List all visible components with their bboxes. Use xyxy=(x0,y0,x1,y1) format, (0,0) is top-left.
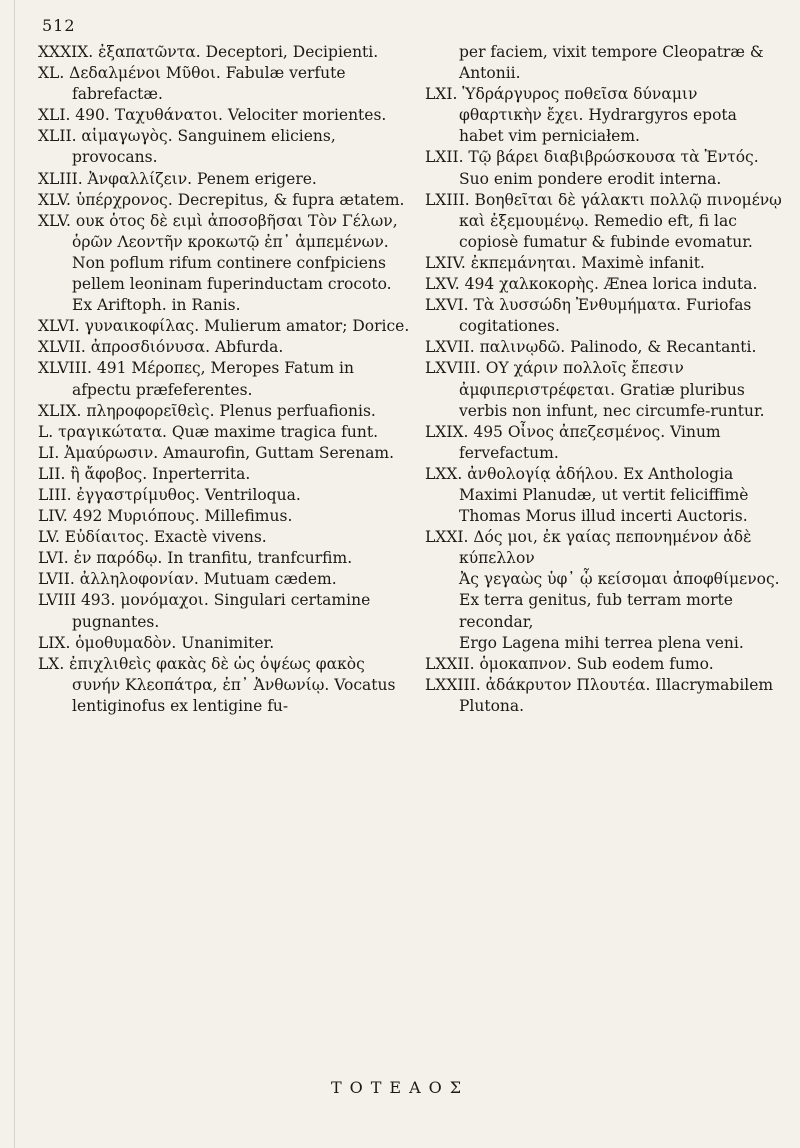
gloss-entry: LXXII. ὁμοκαπνον. Sub eodem fumo. xyxy=(425,654,714,673)
gloss-entry: XLVI. γυναικοφίλας. Mulierum amator; Dorice. xyxy=(38,317,410,336)
gloss-entry: XL. Δεδαλμένοι Μῦθοι. Fabulæ verfute fabrefactæ. xyxy=(38,64,346,104)
gloss-entry: XXXIX. ἐξαπατῶντα. Deceptori, Decipienti. xyxy=(38,43,379,61)
gloss-entry: LXVII. παλινῳδῶ. Palinodo, & Recantanti. xyxy=(425,338,757,357)
gloss-entry: LII. ἢ ἄφοβος. Inperterrita. xyxy=(38,464,251,483)
gloss-entry: XLV. ουκ ὁτος δὲ ειμὶ ἀποσοβῆσαι Τὸν Γέλων, ὁρῶν Λεοντῆν κροκωτῷ ἐπ᾽ ἀμπεμένων. Non poflum rifum continere confpiciens pellem leoninam fuperinductam crocoto. Ex Ariftoph. in Ranis. xyxy=(38,211,398,315)
gloss-entry: LVII. ἀλληλοφονίαν. Mutuam cædem. xyxy=(38,570,337,589)
gloss-entry: Ἀς γεγαὼς ὑφ᾽ ᾧ κείσομαι ἀποφθίμενος. xyxy=(459,570,780,589)
gloss-entry: LXIII. Βοηθεῖται δὲ γάλακτι πολλῷ πινομένῳ καὶ ἐξεμουμένῳ. Remedio eft, fi lac copiosè fumatur & fubinde evomatur. xyxy=(425,190,782,251)
gloss-entry: LIX. ὁμοθυμαδὸν. Unanimiter. xyxy=(38,633,275,652)
catchword: TOTEAOΣ xyxy=(330,1078,470,1097)
page-edge-shadow xyxy=(14,0,15,1148)
gloss-entry: Ex terra genitus, fub terram morte recondar, xyxy=(459,591,733,631)
gloss-entry: LIV. 492 Μυριόπους. Millefimus. xyxy=(38,507,293,526)
gloss-entry: XLVII. ἀπροσδιόνυσα. Abfurda. xyxy=(38,338,284,357)
gloss-entry: LXVI. Τὰ λυσσώδη Ἐνθυμήματα. Furiofas cogitationes. xyxy=(425,296,752,336)
gloss-entry: XLII. αἱμαγωγὸς. Sanguinem eliciens, provocans. xyxy=(38,127,336,167)
page-number: 512 xyxy=(42,16,76,35)
gloss-entry: LXXI. Δός μοι, ἐκ γαίας πεπονημένον ἀδὲ κύπελλον xyxy=(425,528,752,568)
gloss-entry: LI. Ἀμαύρωσιν. Amaurofin, Guttam Serenam. xyxy=(38,443,395,462)
gloss-entry: LXIV. ἐκπεμάνηται. Maximè infanit. xyxy=(425,253,705,272)
gloss-entry: LX. ἐπιχλιθεὶς φακὰς δὲ ὡς ὁψέως φακὸς συνήν Κλεοπάτρα, ἐπ᾽ Ἀνθωνίῳ. Vocatus lentiginofus ex lentigine fu- xyxy=(38,654,396,715)
right-column xyxy=(425,42,783,717)
gloss-entry: XLV. ὑπέρχρονος. Decrepitus, & fupra ætatem. xyxy=(38,190,405,209)
gloss-entry: LXI. Ὑδράργυρος ποθεῖσα δύναμιν φθαρτικὴν ἔχει. Hydrargyros epota habet vim perniciałem. xyxy=(425,85,737,146)
gloss-entry: LXXIII. ἀδάκρυτον Πλουτέα. Illacrymabilem Plutona. xyxy=(425,675,774,715)
gloss-entry: LIII. ἐγγαστρίμυθος. Ventriloqua. xyxy=(38,485,301,504)
gloss-entry: LXVIII. ΟΥ χάριν πολλοῖς ἔπεσιν ἀμφιπεριστρέφεται. Gratiæ pluribus verbis non infunt, nec circumfe-runtur. xyxy=(425,359,765,420)
gloss-entry: LXIX. 495 Οἶνος ἀπεζεσμένος. Vinum fervefactum. xyxy=(425,422,721,462)
gloss-entry: LXII. Τῷ βάρει διαβιβρώσκουσα τὰ Ἐντός. Suo enim pondere erodit interna. xyxy=(425,148,759,188)
gloss-entry: per faciem, vixit tempore Cleopatræ & Antonii. xyxy=(459,43,764,83)
gloss-entry: LVI. ἐν παρόδῳ. In tranfitu, tranfcurfim. xyxy=(38,549,353,568)
gloss-entry: XLIII. Ἀνφαλλίζειν. Penem erigere. xyxy=(38,169,317,188)
left-column xyxy=(38,42,410,717)
gloss-entry: Ergo Lagena mihi terrea plena veni. xyxy=(459,633,744,652)
gloss-entry: LV. Εὐδίαιτος. Exactè vivens. xyxy=(38,528,267,547)
gloss-entry: L. τραγικώτατα. Quæ maxime tragica funt. xyxy=(38,422,378,441)
gloss-entry: XLI. 490. Ταχυθάνατοι. Velociter morientes. xyxy=(38,106,387,125)
gloss-entry: LXV. 494 χαλκοκορὴς. Ænea lorica induta. xyxy=(425,275,758,294)
gloss-entry: LVIII 493. μονόμαχοι. Singulari certamine pugnantes. xyxy=(38,591,371,631)
gloss-entry: XLIX. πληροφορεῖθεὶς. Plenus perfuafionis. xyxy=(38,401,376,420)
gloss-entry: LXX. ἀνθολογίᾳ ἀδήλου. Ex Anthologia Maximi Planudæ, ut vertit feliciffimè Thomas Morus illud incerti Auctoris. xyxy=(425,464,749,526)
gloss-entry: XLVIII. 491 Μέροπες, Meropes Fatum in afpectu præfeferentes. xyxy=(38,359,354,399)
